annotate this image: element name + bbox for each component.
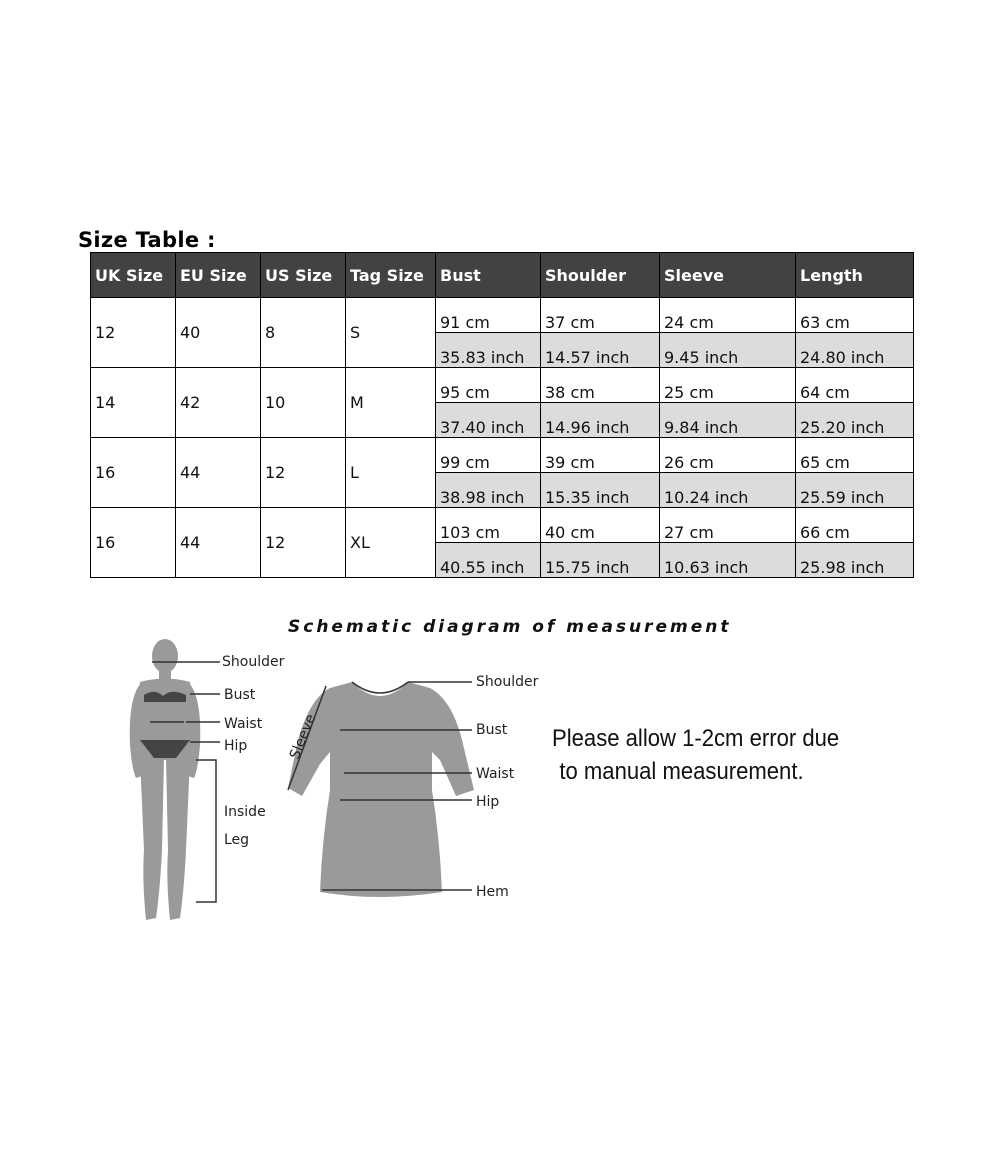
uk-size-cell: 16 xyxy=(91,508,176,578)
tag-size-cell: M xyxy=(346,368,436,438)
sleeve-cm-cell: 26 cm xyxy=(660,438,796,473)
sleeve-cm-cell: 27 cm xyxy=(660,508,796,543)
length-inch-cell: 24.80 inch xyxy=(796,333,914,368)
size-table-heading: Size Table : xyxy=(78,228,216,252)
length-inch-cell: 25.59 inch xyxy=(796,473,914,508)
bust-cm-cell: 91 cm xyxy=(436,298,541,333)
us-size-cell: 8 xyxy=(261,298,346,368)
us-size-cell: 12 xyxy=(261,438,346,508)
body-figure-illustration xyxy=(130,639,201,920)
header-uk-size: UK Size xyxy=(91,253,176,298)
tag-size-cell: L xyxy=(346,438,436,508)
length-cm-cell: 66 cm xyxy=(796,508,914,543)
shoulder-inch-cell: 14.96 inch xyxy=(541,403,660,438)
shoulder-inch-cell: 15.75 inch xyxy=(541,543,660,578)
body-inside-label: Inside xyxy=(224,804,266,820)
body-bust-label: Bust xyxy=(224,687,256,703)
length-cm-cell: 65 cm xyxy=(796,438,914,473)
dress-hem-label: Hem xyxy=(476,884,509,900)
shoulder-cm-cell: 37 cm xyxy=(541,298,660,333)
bust-inch-cell: 38.98 inch xyxy=(436,473,541,508)
header-shoulder: Shoulder xyxy=(541,253,660,298)
us-size-cell: 12 xyxy=(261,508,346,578)
note-line: Please allow 1-2cm error due xyxy=(552,725,840,752)
bust-inch-cell: 40.55 inch xyxy=(436,543,541,578)
dress-bust-label: Bust xyxy=(476,722,508,738)
sleeve-inch-cell: 9.45 inch xyxy=(660,333,796,368)
dress-hip-label: Hip xyxy=(476,794,500,810)
shoulder-inch-cell: 14.57 inch xyxy=(541,333,660,368)
measurement-note xyxy=(552,722,839,788)
dress-waist-label: Waist xyxy=(476,766,515,782)
eu-size-cell: 44 xyxy=(176,438,261,508)
sleeve-inch-cell: 9.84 inch xyxy=(660,403,796,438)
eu-size-cell: 42 xyxy=(176,368,261,438)
header-us-size: US Size xyxy=(261,253,346,298)
sleeve-inch-cell: 10.63 inch xyxy=(660,543,796,578)
header-sleeve: Sleeve xyxy=(660,253,796,298)
length-cm-cell: 64 cm xyxy=(796,368,914,403)
eu-size-cell: 40 xyxy=(176,298,261,368)
diagram-title: Schematic diagram of measurement xyxy=(288,617,732,637)
sleeve-inch-cell: 10.24 inch xyxy=(660,473,796,508)
shoulder-inch-cell: 15.35 inch xyxy=(541,473,660,508)
tag-size-cell: S xyxy=(346,298,436,368)
us-size-cell: 10 xyxy=(261,368,346,438)
uk-size-cell: 16 xyxy=(91,438,176,508)
bust-cm-cell: 103 cm xyxy=(436,508,541,543)
dress-sleeve-label: Sleeve xyxy=(286,712,320,762)
length-cm-cell: 63 cm xyxy=(796,298,914,333)
uk-size-cell: 12 xyxy=(91,298,176,368)
eu-size-cell: 44 xyxy=(176,508,261,578)
bust-cm-cell: 99 cm xyxy=(436,438,541,473)
header-tag-size: Tag Size xyxy=(346,253,436,298)
sleeve-cm-cell: 25 cm xyxy=(660,368,796,403)
bust-inch-cell: 35.83 inch xyxy=(436,333,541,368)
header-bust: Bust xyxy=(436,253,541,298)
bust-cm-cell: 95 cm xyxy=(436,368,541,403)
uk-size-cell: 14 xyxy=(91,368,176,438)
tag-size-cell: XL xyxy=(346,508,436,578)
shoulder-cm-cell: 38 cm xyxy=(541,368,660,403)
body-shoulder-label: Shoulder xyxy=(222,654,285,670)
header-eu-size: EU Size xyxy=(176,253,261,298)
shoulder-cm-cell: 39 cm xyxy=(541,438,660,473)
length-inch-cell: 25.98 inch xyxy=(796,543,914,578)
sleeve-cm-cell: 24 cm xyxy=(660,298,796,333)
body-hip-label: Hip xyxy=(224,738,248,754)
length-inch-cell: 25.20 inch xyxy=(796,403,914,438)
dress-shoulder-label: Shoulder xyxy=(476,674,539,690)
note-line: to manual measurement. xyxy=(559,758,804,785)
shoulder-cm-cell: 40 cm xyxy=(541,508,660,543)
body-waist-label: Waist xyxy=(224,716,263,732)
bust-inch-cell: 37.40 inch xyxy=(436,403,541,438)
header-length: Length xyxy=(796,253,914,298)
body-leg-label: Leg xyxy=(224,832,250,848)
